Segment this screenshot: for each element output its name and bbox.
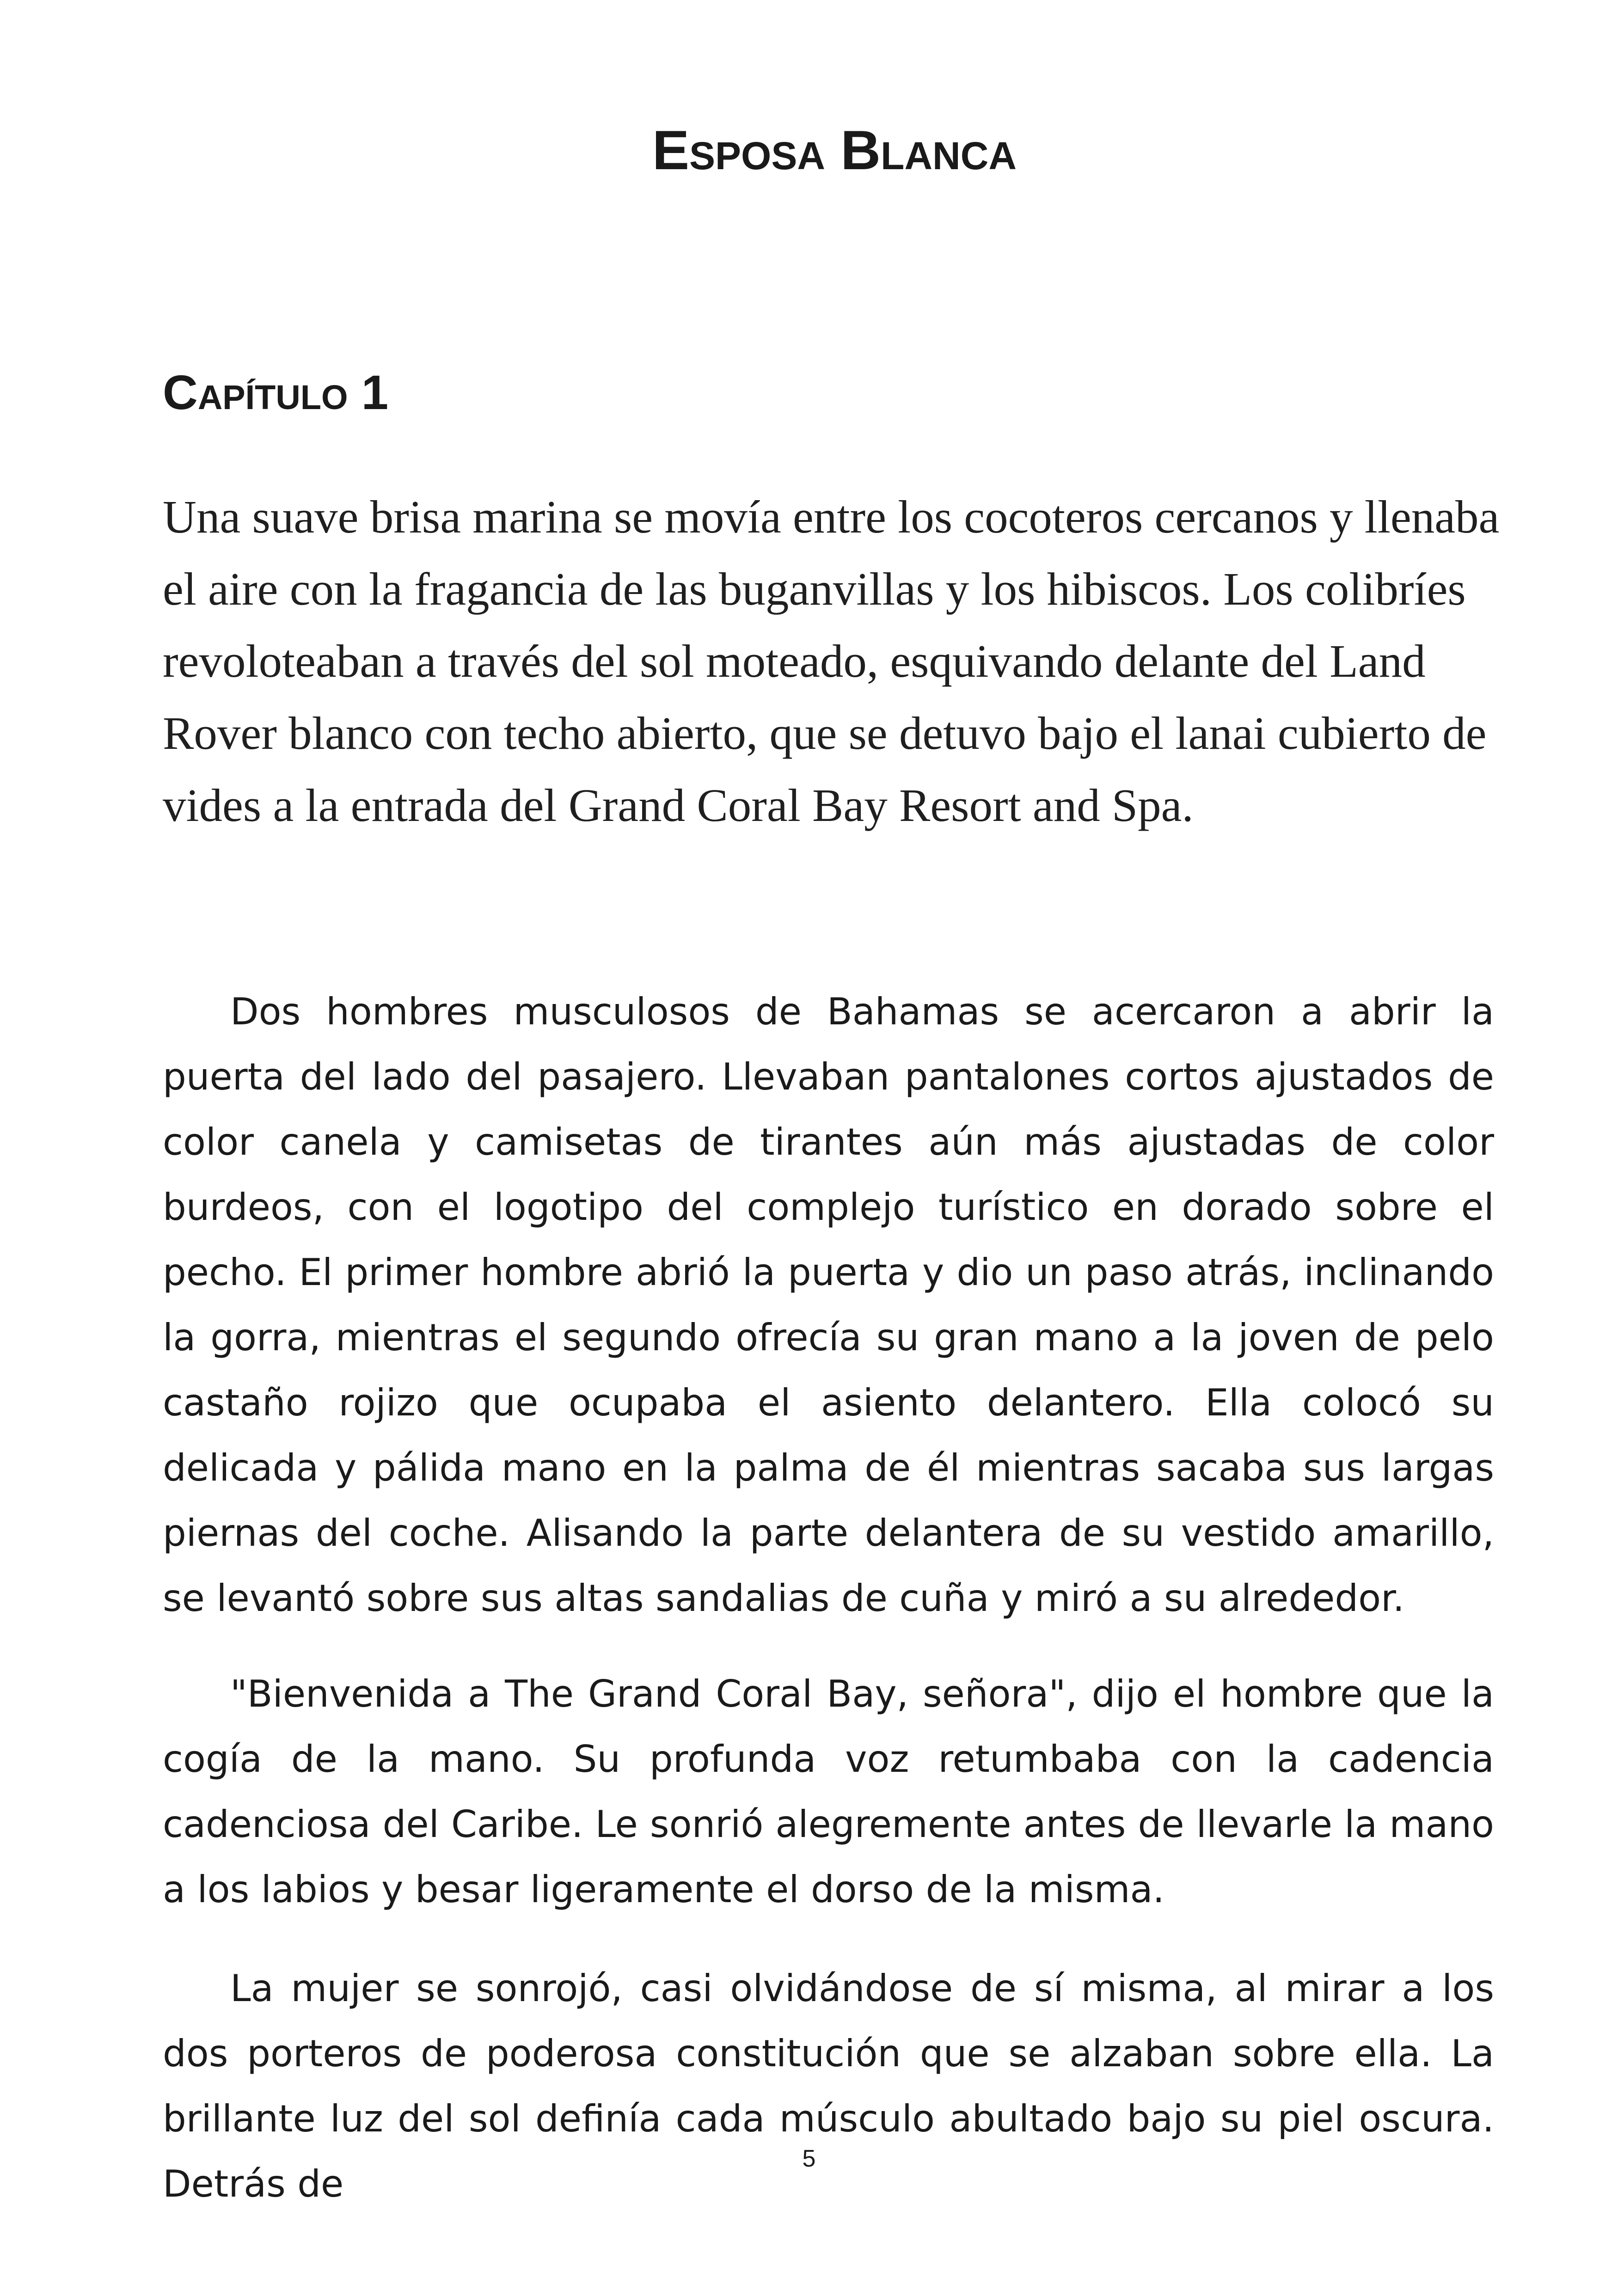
paragraph-text: "Bienvenida a The Grand Coral Bay, señora", dijo el hombre que la cogía de la mano. Su profunda voz retumbaba con la cadencia cadenciosa del Caribe. Le sonrió alegremente antes de llevarle la mano a los labios y besar ligeramente el dorso de la misma. bbox=[163, 1672, 1494, 1911]
body-paragraph bbox=[163, 979, 1494, 1631]
paragraph-text: Dos hombres musculosos de Bahamas se acercaron a abrir la puerta del lado del pasajero. Llevaban pantalones cortos ajustados de color canela y camisetas de tirantes aún más ajustadas de color burdeos, con el logotipo del complejo turístico en dorado sobre el pecho. El primer hombre abrió la puerta y dio un paso atrás, inclinando la gorra, mientras el segundo ofrecía su gran mano a la joven de pelo castaño rojizo que ocupaba el asiento delantero. Ella colocó su delicada y pálida mano en la palma de él mientras sacaba sus largas piernas del coche. Alisando la parte delantera de su vestido amarillo, se levantó sobre sus altas sandalias de cuña y miró a su alrededor. bbox=[163, 990, 1494, 1620]
chapter-title: Capítulo 1 bbox=[163, 366, 389, 420]
page-number: 5 bbox=[802, 2145, 816, 2172]
opening-paragraph: Una suave brisa marina se movía entre los cocoteros cercanos y llenaba el aire con la fragancia de las buganvillas y los hibiscos. Los colibríes revoloteaban a través del sol moteado, esquivando delante del Land Rover blanco con techo abierto, que se detuvo bajo el lanai cubierto de vides a la entrada del Grand Coral Bay Resort and Spa. bbox=[163, 491, 1500, 831]
body-paragraph bbox=[163, 1956, 1494, 2216]
body-paragraph bbox=[163, 1661, 1494, 1922]
paragraph-text: La mujer se sonrojó, casi olvidándose de sí misma, al mirar a los dos porteros de poderosa constitución que se alzaban sobre ella. La brillante luz del sol definía cada músculo abultado bajo su piel oscura. Detrás de bbox=[163, 1967, 1494, 2205]
book-title: Esposa Blanca bbox=[652, 119, 1017, 181]
